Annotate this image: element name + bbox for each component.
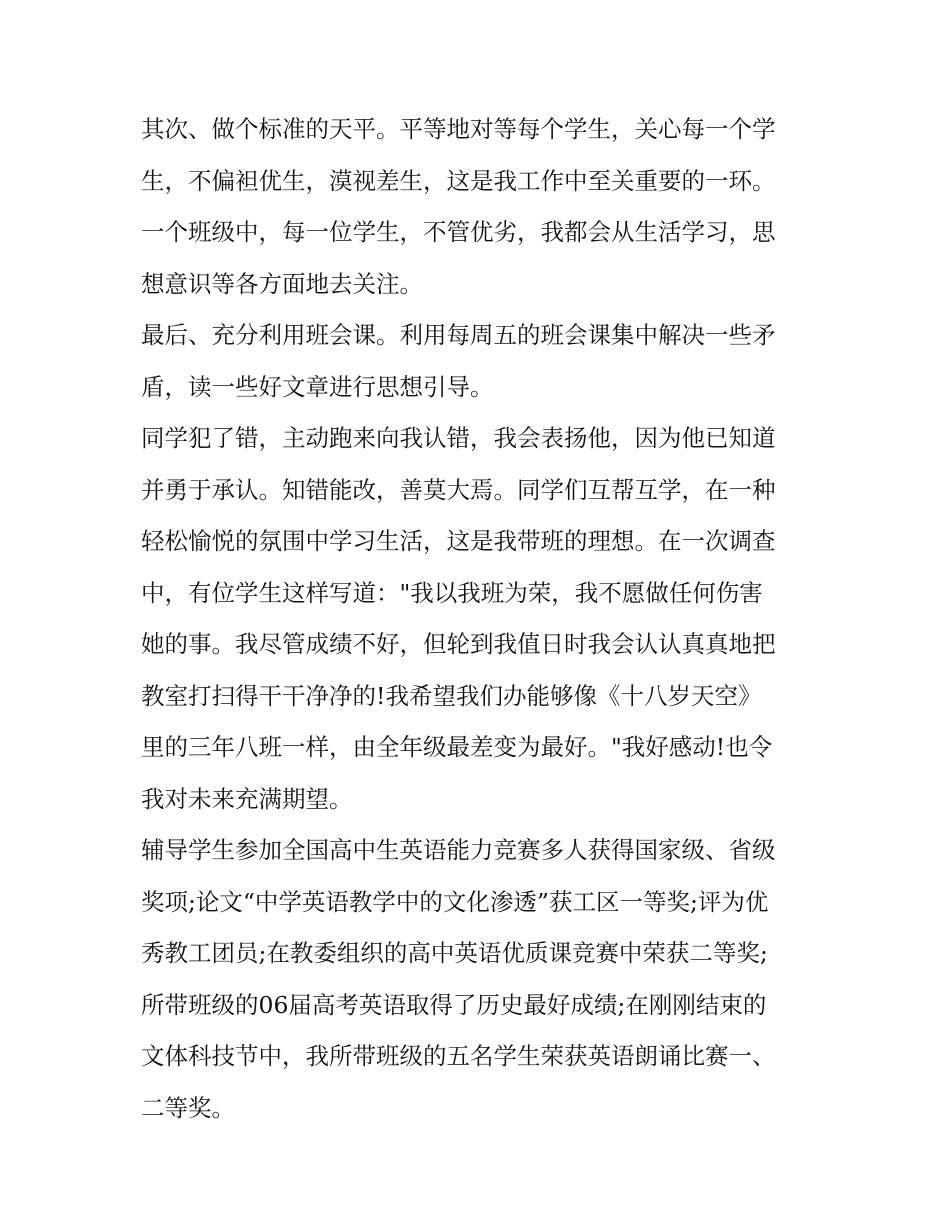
- text-line: 盾，读一些好文章进行思想引导。: [141, 372, 494, 401]
- text-line: 所带班级的06届高考英语取得了历史最好成绩;在刚刚结束的: [141, 990, 767, 1019]
- text-line: 教室打扫得干干净净的!我希望我们办能够像《十八岁天空》: [141, 681, 762, 710]
- text-line: 轻松愉悦的氛围中学习生活，这是我带班的理想。在一次调查: [141, 527, 776, 555]
- text-line: 秀教工团员;在教委组织的高中英语优质课竞赛中荣获二等奖;: [141, 939, 768, 967]
- text-line: 里的三年八班一样，由全年级最差变为最好。"我好感动!也令: [141, 733, 773, 761]
- text-line: 同学犯了错，主动跑来向我认错，我会表扬他，因为他已知道: [141, 424, 776, 452]
- text-line: 文体科技节中，我所带班级的五名学生荣获英语朗诵比赛一、: [141, 1042, 776, 1070]
- text-line: 其次、做个标准的天平。平等地对等每个学生，关心每一个学: [141, 115, 776, 143]
- document-body: [141, 104, 813, 1134]
- text-line: 并勇于承认。知错能改，善莫大焉。同学们互帮互学，在一种: [141, 475, 776, 504]
- text-line: 辅导学生参加全国高中生英语能力竞赛多人获得国家级、省级: [141, 836, 776, 864]
- text-line: 一个班级中，每一位学生，不管优劣，我都会从生活学习，思: [141, 218, 776, 246]
- text-line: 她的事。我尽管成绩不好，但轮到我值日时我会认认真真地把: [141, 630, 776, 658]
- text-line: 生，不偏袒优生，漠视差生，这是我工作中至关重要的一环。: [141, 166, 776, 195]
- text-line: 二等奖。: [141, 1093, 235, 1122]
- text-line: 最后、充分利用班会课。利用每周五的班会课集中解决一些矛: [141, 321, 776, 349]
- text-line: 中，有位学生这样写道："我以我班为荣，我不愿做任何伤害: [141, 578, 763, 607]
- text-line: 我对未来充满期望。: [141, 784, 353, 813]
- text-line: 奖项;论文“中学英语教学中的文化渗透”获工区一等奖;评为优: [141, 887, 769, 916]
- text-line: 想意识等各方面地去关注。: [141, 269, 423, 298]
